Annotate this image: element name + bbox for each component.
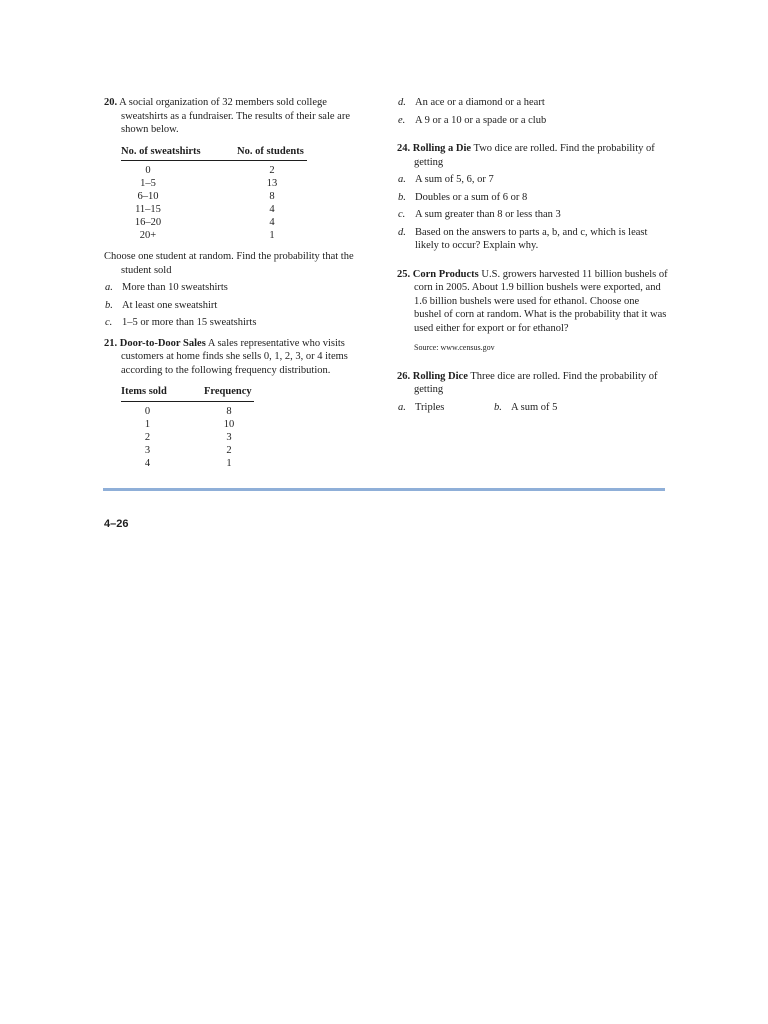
table-cell: 8 (269, 191, 275, 202)
table-row (121, 418, 254, 431)
table-row (121, 229, 307, 242)
problem-20-text: 20. A social organization of 32 members sold college sweatshirts as a fundraiser. The results of their sale are shown below. (104, 97, 350, 135)
table-cell: 11–15 (135, 204, 161, 215)
problem-24-part-c: c. A sum greater than 8 or less than 3 (398, 209, 561, 220)
table-header: Items sold (121, 385, 204, 401)
table-row (121, 457, 254, 470)
table-cell: 8 (226, 405, 232, 417)
problem-26 (397, 370, 669, 415)
table-cell: 1–5 (140, 178, 156, 189)
table-cell: 4 (269, 204, 275, 215)
sweatshirt-table (121, 145, 307, 243)
problem-20 (104, 96, 372, 330)
problem-23-part-e: e. A 9 or a 10 or a spade or a club (398, 114, 547, 126)
table-cell: 2 (144, 431, 151, 443)
table-header: No. of students (237, 145, 307, 161)
problem-26-part-b: b. A sum of 5 (494, 401, 558, 413)
table-cell: 13 (266, 178, 278, 189)
table-row (121, 177, 307, 190)
problem-20-part-b: b. At least one sweatshirt (105, 299, 218, 311)
problem-25 (397, 268, 669, 355)
problem-26-title: Rolling Dice (412, 370, 468, 382)
problem-23-part-d: d. An ace or a diamond or a heart (398, 97, 545, 108)
problem-24-number: 24. (397, 143, 411, 154)
problem-21-text: 21. Door-to-Door Sales A sales representative who visits customers at home finds she sells 0, 1, 2, 3, or 4 items according to the following frequency distribution. (104, 337, 348, 376)
right-column (397, 96, 669, 414)
problem-26-parts (397, 401, 669, 415)
items-sold-table (121, 385, 254, 470)
table-cell: 2 (269, 165, 275, 176)
table-header: Frequency (204, 385, 254, 401)
problem-24-part-b: b. Doubles or a sum of 6 or 8 (398, 191, 528, 203)
table-row (121, 444, 254, 457)
table-cell: 20+ (139, 230, 157, 241)
problem-24-title: Rolling a Die (412, 143, 472, 154)
problem-21-number: 21. (104, 337, 118, 349)
problem-21-title: Door-to-Door Sales (119, 337, 206, 349)
left-column (104, 96, 372, 470)
problem-25-number: 25. (397, 268, 411, 280)
table-cell: 4 (144, 457, 151, 469)
table-header: No. of sweatshirts (121, 145, 237, 161)
problem-20-number: 20. (104, 97, 118, 108)
table-row (121, 401, 254, 418)
table-cell: 0 (144, 405, 151, 417)
problem-26-number: 26. (397, 370, 411, 382)
table-cell: 3 (144, 444, 151, 456)
problem-25-text: 25. Corn Products U.S. growers harvested 11 billion bushels of corn in 2005. About 1.9 billion bushels were exported, and 1.6 billion bushels were used for ethanol. Choose one bushel of corn at random. What is the probability that it was used either for export or for ethanol? (397, 268, 668, 334)
page-number: 4–26 (104, 518, 129, 530)
table-cell: 10 (223, 418, 235, 430)
problem-20-question: Choose one student at random. Find the probability that the student sold (104, 251, 354, 276)
table-cell: 0 (145, 165, 151, 176)
problem-20-part-a: a. More than 10 sweatshirts (105, 282, 228, 293)
table-cell: 3 (226, 431, 232, 443)
table-row (121, 216, 307, 229)
table-cell: 1 (226, 457, 232, 469)
table-header-row (121, 385, 254, 401)
problem-20-part-c: c. 1–5 or more than 15 sweatshirts (105, 317, 257, 328)
table-row (121, 431, 254, 444)
table-row (121, 190, 307, 203)
table-row (121, 161, 307, 178)
problem-25-source: Source: www.census.gov (414, 343, 495, 352)
problem-24-text: 24. Rolling a Die Two dice are rolled. Find the probability of getting (397, 143, 655, 168)
problem-24 (397, 142, 669, 253)
problem-25-title: Corn Products (412, 268, 479, 280)
footer-rule (103, 488, 665, 491)
table-header-row (121, 145, 307, 161)
table-cell: 1 (269, 230, 275, 241)
problem-24-part-d: d. Based on the answers to parts a, b, and c, which is least likely to occur? Explain why. (398, 226, 648, 251)
problem-23-continued (397, 96, 669, 127)
problem-26-part-a: a. Triples (398, 401, 445, 413)
table-cell: 1 (144, 418, 151, 430)
problem-21 (104, 337, 372, 470)
table-cell: 6–10 (137, 191, 159, 202)
table-cell: 4 (269, 217, 275, 228)
table-cell: 2 (226, 444, 232, 456)
problem-24-part-a: a. A sum of 5, 6, or 7 (398, 174, 494, 185)
problem-26-text: 26. Rolling Dice Three dice are rolled. Find the probability of getting (397, 370, 658, 395)
table-row (121, 203, 307, 216)
table-cell: 16–20 (134, 217, 162, 228)
